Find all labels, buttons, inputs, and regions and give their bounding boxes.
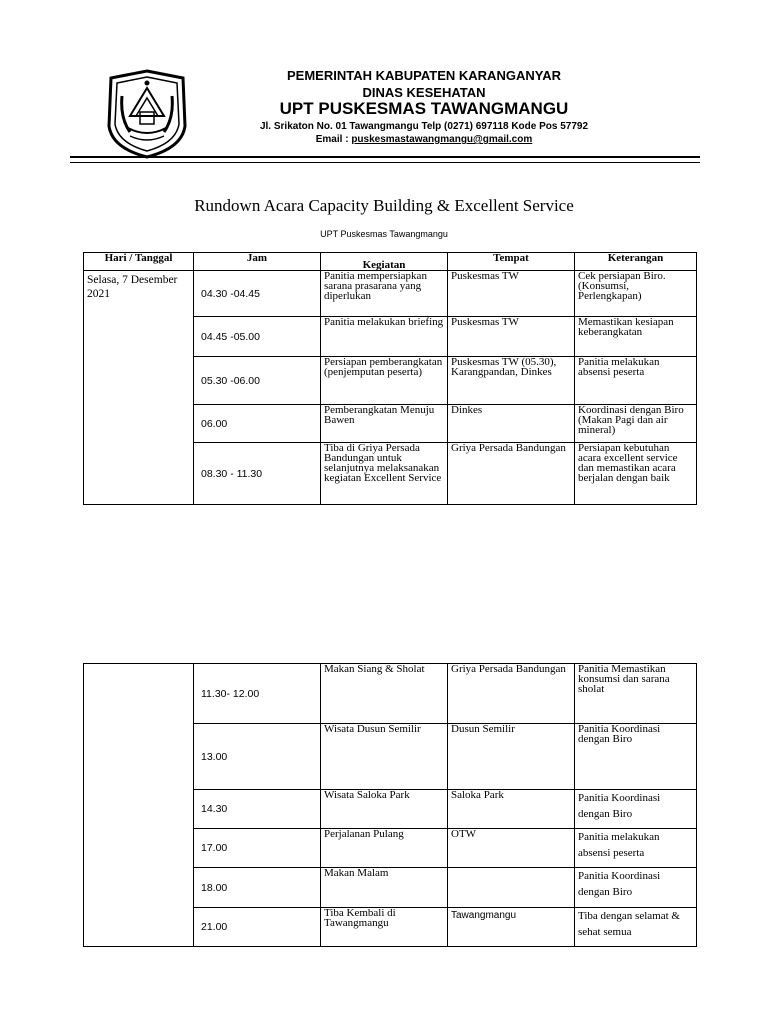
header-rule-thick [70,156,700,158]
col-header-keterangan: Keterangan [575,253,697,271]
schedule-table-part-2 [83,663,697,947]
jam-cell: 14.30 [194,790,321,829]
col-header-kegiatan: Kegiatan [321,253,448,271]
keterangan-cell: Memastikan kesiapan keberangkatan [575,317,697,357]
kegiatan-cell: Wisata Dusun Semilir [321,724,448,790]
table-header-row [84,253,697,271]
kegiatan-cell: Perjalanan Pulang [321,829,448,868]
keterangan-cell: Panitia Koordinasi dengan Biro [575,790,697,829]
tempat-cell [448,868,575,908]
keterangan-cell: Panitia Koordinasi dengan Biro [575,868,697,908]
keterangan-cell: Cek persiapan Biro. (Konsumsi, Perlengkapan) [575,271,697,317]
kegiatan-cell: Tiba Kembali di Tawangmangu [321,908,448,947]
department-name: DINAS KESEHATAN [362,85,486,100]
keterangan-cell: Koordinasi dengan Biro (Makan Pagi dan air mineral) [575,405,697,443]
schedule-table-body-2 [84,664,697,947]
jam-cell: 17.00 [194,829,321,868]
kegiatan-cell: Makan Malam [321,868,448,908]
day-cell-empty [84,664,194,947]
institution-name: UPT PUSKESMAS TAWANGMANGU [279,99,569,118]
kegiatan-cell: Tiba di Griya Persada Bandungan untuk selanjutnya melaksanakan kegiatan Excellent Service [321,443,448,505]
email-label: Email : [315,134,352,145]
institution-email [200,134,648,145]
keterangan-cell: Panitia melakukan absensi peserta [575,357,697,405]
regency-emblem-logo [106,68,188,160]
jam-cell: 13.00 [194,724,321,790]
kegiatan-cell: Pemberangkatan Menuju Bawen [321,405,448,443]
tempat-cell: Dusun Semilir [448,724,575,790]
email-link[interactable]: puskesmastawangmangu@gmail.com [351,134,533,145]
keterangan-cell: Panitia Koordinasi dengan Biro [575,724,697,790]
jam-cell: 11.30- 12.00 [194,664,321,724]
kegiatan-cell: Panitia mempersiapkan sarana prasarana yang diperlukan [321,271,448,317]
table-row [84,664,697,724]
day-cell: Selasa, 7 Desember 2021 [84,271,194,505]
tempat-cell: OTW [448,829,575,868]
tempat-cell: Puskesmas TW [448,271,575,317]
tempat-cell: Saloka Park [448,790,575,829]
jam-cell: 05.30 -06.00 [194,357,321,405]
tempat-cell: Puskesmas TW [448,317,575,357]
col-header-tempat: Tempat [448,253,575,271]
col-header-hari: Hari / Tanggal [84,253,194,271]
jam-cell: 08.30 - 11.30 [194,443,321,505]
schedule-table-body-1 [84,271,697,505]
document-subtitle: UPT Puskesmas Tawangmangu [320,229,448,239]
kegiatan-cell: Wisata Saloka Park [321,790,448,829]
schedule-table-part-1 [83,252,697,505]
keterangan-cell: Panitia Memastikan konsumsi dan sarana sholat [575,664,697,724]
jam-cell: 06.00 [194,405,321,443]
keterangan-cell: Tiba dengan selamat & sehat semua [575,908,697,947]
keterangan-cell: Panitia melakukan absensi peserta [575,829,697,868]
government-name: PEMERINTAH KABUPATEN KARANGANYAR [287,68,561,83]
header-rule-thin [70,162,700,163]
tempat-cell: Griya Persada Bandungan [448,443,575,505]
table-row [84,271,697,317]
tempat-cell: Dinkes [448,405,575,443]
kegiatan-cell: Makan Siang & Sholat [321,664,448,724]
jam-cell: 21.00 [194,908,321,947]
tempat-cell: Tawangmangu [448,908,575,947]
jam-cell: 18.00 [194,868,321,908]
col-header-jam: Jam [194,253,321,271]
institution-address: Jl. Srikaton No. 01 Tawangmangu Telp (0271) 697118 Kode Pos 57792 [259,121,589,132]
jam-cell: 04.45 -05.00 [194,317,321,357]
kegiatan-cell: Persiapan pemberangkatan (penjemputan peserta) [321,357,448,405]
jam-cell: 04.30 -04.45 [194,271,321,317]
tempat-cell: Griya Persada Bandungan [448,664,575,724]
tempat-cell: Puskesmas TW (05.30), Karangpandan, Dinkes [448,357,575,405]
keterangan-cell: Persiapan kebutuhan acara excellent service dan memastikan acara berjalan dengan baik [575,443,697,505]
document-title: Rundown Acara Capacity Building & Excellent Service [194,196,574,215]
kegiatan-cell: Panitia melakukan briefing [321,317,448,357]
